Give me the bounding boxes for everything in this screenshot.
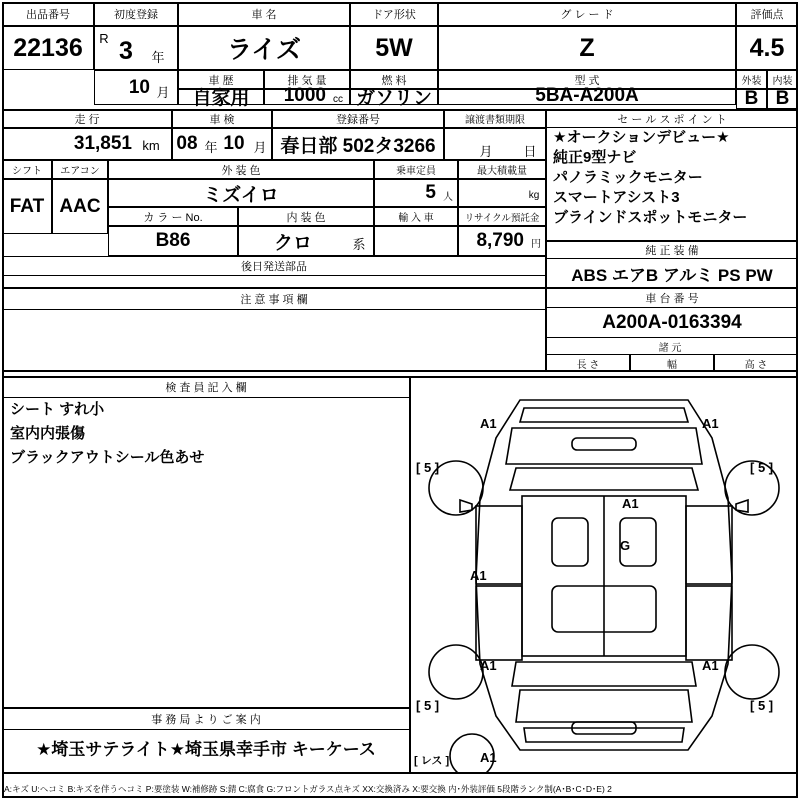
displacement-value: 1000 bbox=[283, 85, 326, 106]
inspector-note: 室内内張傷 bbox=[10, 425, 86, 442]
color-no-value: B86 bbox=[155, 230, 191, 251]
inspector-note: ブラックアウトシール色あせ bbox=[10, 449, 205, 466]
fuel-value: ガソリン bbox=[355, 87, 432, 109]
length-label: 長 さ bbox=[576, 360, 600, 371]
door-label: ドア形状 bbox=[372, 9, 416, 21]
sales-point-item: ブラインドスポットモニター bbox=[553, 209, 748, 226]
mileage-label: 走 行 bbox=[74, 113, 100, 126]
diagram-mark: A1 bbox=[480, 416, 497, 431]
recycle-value: 8,790 bbox=[476, 230, 524, 251]
inspection-year-unit: 年 bbox=[204, 139, 218, 155]
later-parts-value-cell bbox=[2, 276, 546, 288]
color-no-label: カ ラ ー No. bbox=[143, 211, 203, 224]
office-label: 事 務 局 よ り ご 案 内 bbox=[151, 714, 261, 726]
chassis-value: A200A-0163394 bbox=[602, 312, 742, 333]
lot-number: 22136 bbox=[13, 33, 83, 62]
import-label: 輸 入 車 bbox=[398, 213, 434, 224]
transfer-label: 譲渡書類期限 bbox=[465, 115, 525, 126]
displacement-unit: cc bbox=[333, 93, 343, 105]
lot-label: 出品番号 bbox=[26, 9, 70, 21]
diagram-mark: A1 bbox=[480, 658, 497, 673]
reg-number-label: 登録番号 bbox=[336, 113, 380, 126]
max-load-value bbox=[458, 179, 522, 207]
caution-label: 注 意 事 項 欄 bbox=[240, 294, 308, 306]
grade-label: グ レ ー ド bbox=[560, 9, 614, 21]
height-label: 高 さ bbox=[744, 360, 768, 371]
aircon-value: AAC bbox=[59, 195, 101, 217]
door-shape: 5W bbox=[375, 33, 413, 62]
diagram-mark: [ レス ] bbox=[414, 755, 450, 767]
score-label: 評価点 bbox=[750, 9, 784, 21]
diagram-mark: A1 bbox=[480, 750, 497, 765]
dim-label: 諸 元 bbox=[658, 343, 682, 354]
int-color-value: クロ bbox=[273, 232, 312, 254]
model-label: 型 式 bbox=[574, 74, 600, 87]
mileage-value: 31,851 bbox=[73, 133, 132, 154]
seats-value: 5 bbox=[425, 182, 436, 203]
history-value: 自家用 bbox=[192, 87, 250, 109]
inspector-label: 検 査 員 記 入 欄 bbox=[165, 382, 247, 394]
recycle-label: リサイクル預託金 bbox=[464, 212, 540, 224]
shift-value: FAT bbox=[9, 195, 45, 217]
recycle-unit: 円 bbox=[531, 238, 541, 250]
diagram-mark: A1 bbox=[470, 568, 487, 583]
later-parts-label: 後日発送部品 bbox=[241, 261, 307, 273]
seats-label: 乗車定員 bbox=[396, 166, 436, 177]
reg-number-value: 春日部 502タ3266 bbox=[280, 135, 436, 157]
ext-color-value: ミズイロ bbox=[203, 184, 279, 206]
sales-point-item: 純正9型ナビ bbox=[553, 149, 637, 166]
diagram-mark: A1 bbox=[702, 416, 719, 431]
diagram-mark: A1 bbox=[622, 496, 639, 511]
import-value-cell bbox=[374, 226, 458, 256]
int-grade-value: B bbox=[775, 87, 790, 109]
transfer-day-unit: 日 bbox=[523, 143, 537, 159]
inspection-label: 車 検 bbox=[209, 113, 235, 126]
diagram-mark: [ 5 ] bbox=[416, 460, 440, 475]
model-value: 5BA-A200A bbox=[535, 85, 639, 106]
fuel-label: 燃 料 bbox=[381, 74, 407, 87]
width-label: 幅 bbox=[667, 360, 677, 371]
score-value: 4.5 bbox=[749, 33, 785, 62]
ext-color-label: 外 装 色 bbox=[221, 164, 261, 177]
car-name: ライズ bbox=[226, 36, 301, 64]
inspection-month: 10 bbox=[223, 133, 245, 154]
sales-point-item: スマートアシスト3 bbox=[553, 189, 680, 206]
equipment-label: 純 正 装 備 bbox=[645, 245, 699, 257]
inspection-year: 08 bbox=[176, 133, 198, 154]
sales-point-label: セ ー ル ス ポ イ ン ト bbox=[617, 113, 727, 126]
diagram-mark: [ 5 ] bbox=[416, 698, 440, 713]
shift-label: シフト bbox=[12, 166, 42, 177]
first-reg-year-unit: 年 bbox=[151, 49, 165, 65]
mileage-unit: km bbox=[142, 137, 160, 153]
grade-value: Z bbox=[579, 33, 595, 62]
diagram-mark: [ 5 ] bbox=[750, 460, 774, 475]
diagram-mark: [ 5 ] bbox=[750, 698, 774, 713]
history-label: 車 歴 bbox=[208, 74, 234, 87]
sales-point-item: パノラミックモニター bbox=[553, 169, 703, 186]
first-reg-label: 初度登録 bbox=[114, 9, 158, 21]
legend-text: A:キズ U:ヘコミ B:キズを伴うヘコミ P:要塗装 W:補修跡 S:錆 C:腐食 G:フロントガラス点キズ XX:交換済み X:要交換 内･外装評価 5段階ランク制(A･B･C･D･E) 2 bbox=[4, 784, 612, 794]
ext-grade-label: 外装 bbox=[741, 76, 762, 87]
aircon-label: エアコン bbox=[60, 166, 100, 177]
inspector-note: シート すれ小 bbox=[10, 401, 105, 418]
inspector-body bbox=[2, 398, 410, 708]
car-name-label: 車 名 bbox=[251, 9, 277, 21]
office-text: ★埼玉サテライト★埼玉県幸手市 キーケース bbox=[36, 739, 376, 759]
car-diagram bbox=[412, 378, 796, 772]
seats-unit: 人 bbox=[443, 191, 453, 203]
caution-body bbox=[2, 310, 546, 372]
int-color-label: 内 装 色 bbox=[286, 211, 326, 224]
int-grade-label: 内装 bbox=[772, 76, 793, 87]
max-load-unit: kg bbox=[528, 189, 540, 201]
first-reg-month: 10 bbox=[128, 76, 150, 98]
sales-point-body bbox=[546, 128, 798, 241]
ext-grade-value: B bbox=[744, 87, 759, 109]
first-reg-month-unit: 月 bbox=[156, 84, 170, 100]
sales-point-item: ★オークションデビュー★ bbox=[553, 129, 730, 146]
first-reg-era: R bbox=[99, 30, 109, 46]
diagram-mark: A1 bbox=[702, 658, 719, 673]
equipment-value: ABS エアB アルミ PS PW bbox=[571, 266, 773, 285]
chassis-label: 車 台 番 号 bbox=[645, 293, 699, 305]
transfer-month-unit: 月 bbox=[479, 143, 493, 159]
first-reg-year: 3 bbox=[119, 36, 133, 65]
inspection-month-unit: 月 bbox=[253, 139, 267, 155]
displacement-label: 排 気 量 bbox=[287, 74, 327, 87]
diagram-mark: G bbox=[620, 538, 631, 553]
max-load-label: 最大積載量 bbox=[477, 166, 527, 177]
int-color-suffix: 系 bbox=[352, 236, 366, 252]
